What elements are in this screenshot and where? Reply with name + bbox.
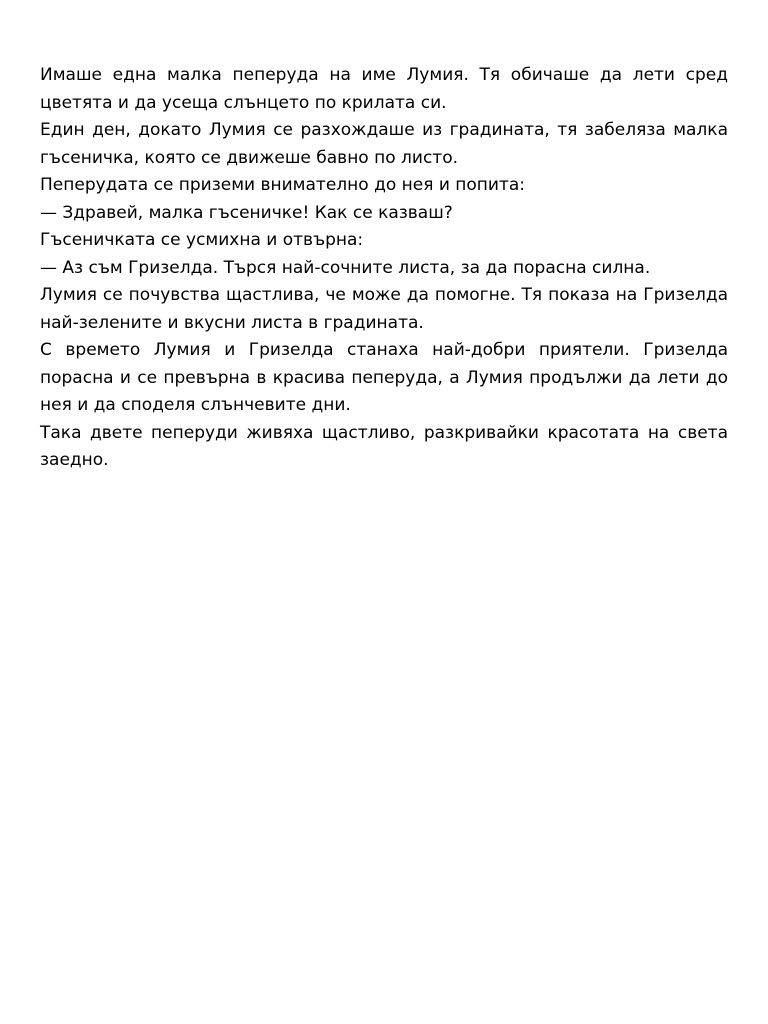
paragraph: Имаше една малка пеперуда на име Лумия. Тя обичаше да лети сред цветята и да усеща слънцето по крилата си. — [40, 65, 728, 113]
paragraph: Един ден, докато Лумия се разхождаше из градината, тя забеляза малка гъсеничка, която се движеше бавно по листо. — [40, 120, 728, 168]
paragraph: Така двете пеперуди живяха щастливо, разкривайки красотата на света заедно. — [40, 422, 728, 470]
paragraph: Пеперудата се приземи внимателно до нея и попита: — [40, 175, 526, 195]
paragraph: С времето Лумия и Гризелда станаха най-добри приятели. Гризелда порасна и се превърна в красива пеперуда, а Лумия продължи да лети до нея и да споделя слънчевите дни. — [40, 340, 728, 415]
paragraph: Лумия се почувства щастлива, че може да помогне. Тя показа на Гризелда най-зелените и вкусни листа в градината. — [40, 285, 728, 333]
document-page — [40, 62, 728, 475]
dialogue-line: — Аз съм Гризелда. Търся най-сочните листа, за да порасна силна. — [40, 257, 651, 278]
dialogue-line: — Здравей, малка гъсеничке! Как се казваш? — [40, 202, 453, 223]
paragraph: Гъсеничката се усмихна и отвърна: — [40, 230, 364, 250]
